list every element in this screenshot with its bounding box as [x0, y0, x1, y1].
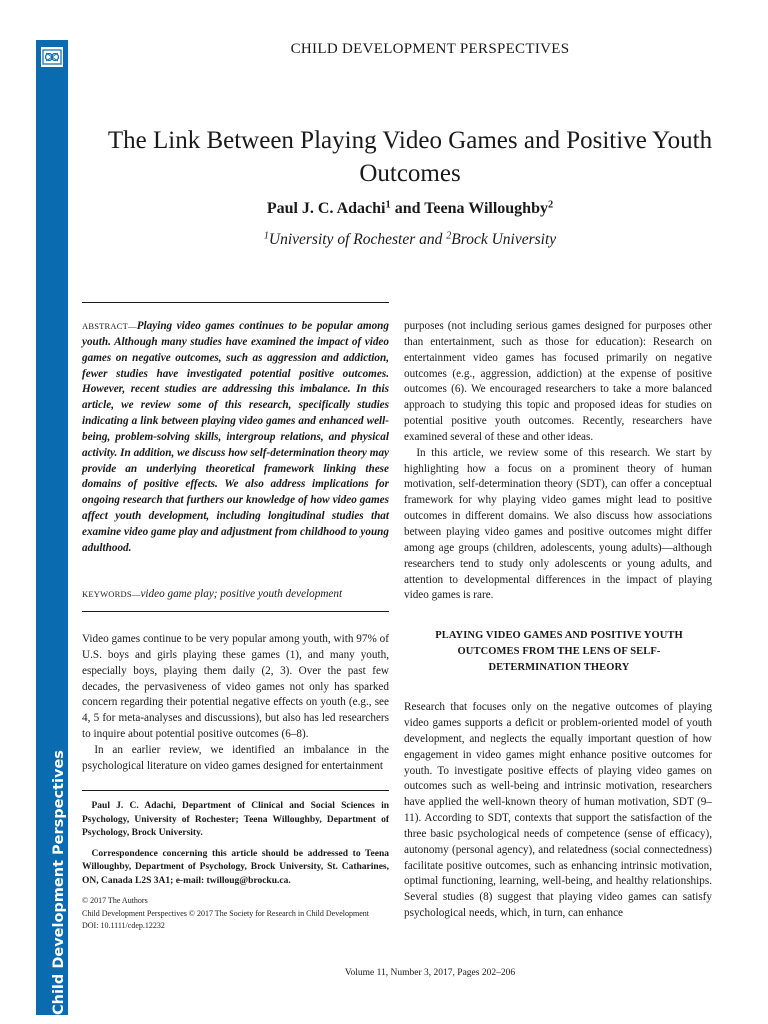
keywords-text: video game play; positive youth development [140, 588, 343, 600]
abstract-text: Playing video games continues to be popular among youth. Although many studies have examined the impact of video games on negative outcomes, such as aggression and addiction, fewer studies have investigated potential positive outcomes. However, recent studies are addressing this imbalance. In this article, we review some of this research, specifically studies indicating a link between playing video games and enhanced well-being, problem-solving skills, intergroup relations, and physical activity. In addition, we discuss how self-determination theory may provide an underlying theoretical framework linking these domains of positive effects. We also address implications for ongoing research that furthers our knowledge of how video games affect youth development, including longitudinal studies that examine video game play and adjustment from childhood to young adulthood. [82, 320, 389, 554]
author-2: and Teena Willoughby [390, 200, 548, 217]
affil-2-mark: 2 [446, 230, 452, 242]
author-line [80, 200, 740, 218]
body-left-column [82, 632, 389, 775]
author-1: Paul J. C. Adachi [266, 200, 386, 217]
author-2-mark: 2 [547, 199, 554, 211]
author-1-mark: 1 [385, 199, 391, 211]
footnote-rule [82, 790, 389, 791]
affil-1: University of Rochester and [268, 231, 447, 248]
article-title: The Link Between Playing Video Games and Positive Youth Outcomes [107, 127, 713, 187]
body-right-column-lower [404, 689, 712, 933]
affiliation-line [80, 231, 740, 249]
section-heading: PLAYING VIDEO GAMES AND POSITIVE YOUTH OUTCOMES FROM THE LENS OF SELF-DETERMINATION THEORY [435, 630, 683, 673]
affil-2: Brock University [451, 231, 557, 248]
sidebar-journal-name: Child Development Perspectives [51, 750, 67, 1015]
footnote-correspondence: Correspondence concerning this article should be addressed to Teena Willoughby, Department of Psychology, Brock University, St. Catharines, ON, Canada L2S 3A1; e-mail: twilloug@brocku.ca. [82, 848, 389, 886]
abstract-bottom-rule [82, 611, 389, 612]
copyright-society: Child Development Perspectives © 2017 The Society for Research in Child Development [82, 908, 369, 918]
abstract [82, 319, 389, 557]
body-right-column [404, 319, 712, 604]
copyright-authors: © 2017 The Authors [82, 896, 148, 905]
body-paragraph: In this article, we review some of this research. We start by highlighting how a focus on a prominent theory of human motivation, self-determination theory (SDT), can offer a conceptual framework for why playing video games might lead to positive outcomes in different domains. We also discuss how associations between playing video games and positive outcomes might differ among age groups (children, adolescents, young adults)—although researchers tend to study only adolescents or young adults, and attention to developmental differences in the impact of playing video games is rare. [404, 446, 712, 602]
running-head: CHILD DEVELOPMENT PERSPECTIVES [290, 41, 570, 57]
abstract-label: ABSTRACT— [82, 321, 137, 331]
affil-1-mark: 1 [263, 230, 269, 242]
body-paragraph: Research that focuses only on the negative outcomes of playing video games supports a deficit or problem-oriented model of youth development, and neglects the equally important question of how engagement in video games might enhance positive outcomes for youth. To investigate positive effects of playing video games on outcomes such as well-being and intrinsic motivation, researchers have applied the well-known theory of human motivation, SDT (9–11). According to SDT, contexts that support the satisfaction of the three basic psychological needs of competence (sense of efficacy), autonomy (personal agency), and relatedness (social connectedness) facilitate positive outcomes, such as enhancing intrinsic motivation, optimal functioning, learning, well-being, and healthy relationships. Several studies (8) suggest that playing video games can satisfy psychological needs, which, in turn, can enhance [404, 701, 712, 920]
body-paragraph: In an earlier review, we identified an imbalance in the psychological literature on video games designed for entertainment [82, 743, 389, 772]
body-paragraph: purposes (not including serious games designed for purposes other than entertainment, such as those for education): Research on entertainment video games has focused primarily on negative outcomes (e.g., aggression, addiction) at the expense of positive outcomes (6). We encouraged researchers to take a more balanced approach to studying this topic and proposed ideas for studies on potential positive youth outcomes. Recently, researchers have examined several of these and other ideas. [404, 320, 712, 443]
journal-logo-icon [40, 46, 64, 68]
body-paragraph: Video games continue to be very popular among youth, with 97% of U.S. boys and girls playing these games (1), and many youth, especially boys, playing them daily (2, 3). Over the past few decades, the pervasiveness of video games not only has sparked concern regarding their potential negative effects on youth (e.g., see 4, 5 for meta-analyses and discussions), but also has led researchers to inquire about potential positive outcomes (6–8). [82, 633, 389, 741]
abstract-top-rule [82, 302, 389, 303]
doi: DOI: 10.1111/cdep.12232 [82, 921, 165, 930]
footnotes [82, 800, 389, 933]
keywords [82, 587, 389, 603]
page-footer: Volume 11, Number 3, 2017, Pages 202–206 [344, 968, 516, 978]
footnote-affiliation: Paul J. C. Adachi, Department of Clinical and Social Sciences in Psychology, University of Rochester; Teena Willoughby, Department of Psychology, Brock University. [82, 801, 389, 838]
keywords-label: KEYWORDS— [82, 589, 141, 599]
